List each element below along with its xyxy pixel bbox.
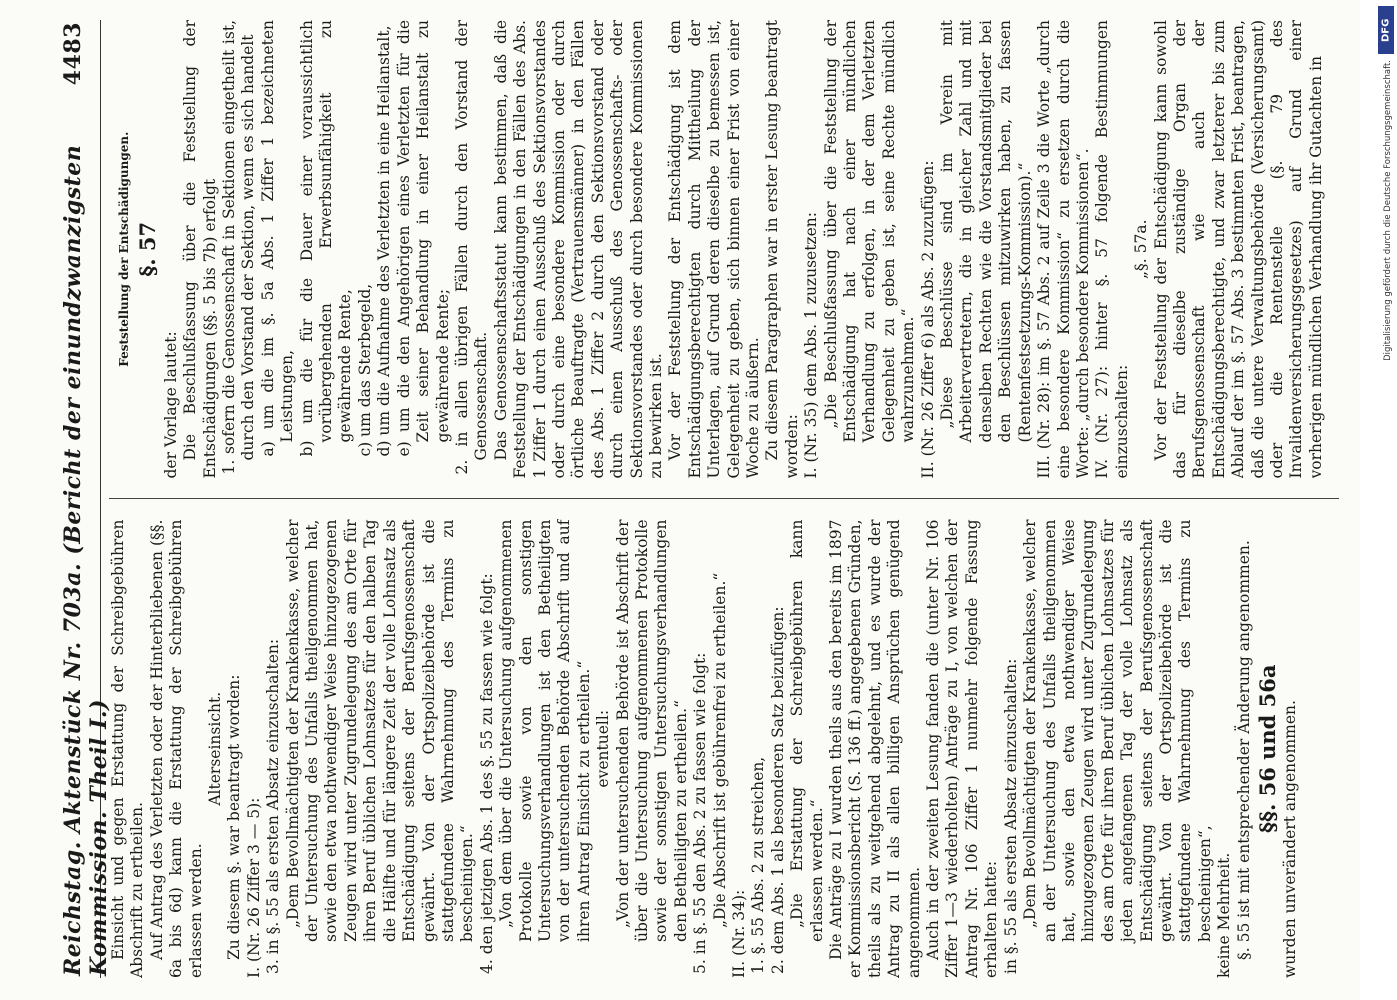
quote: „Von der untersuchenden Behörde ist Abschrift der über die Untersuchung aufgenommenen Protokolle sowie der sonstigen Untersuchungsverhandlungen den Betheiligten zu ertheilen.“ xyxy=(613,519,690,942)
list-item: b) um die für die Dauer einer voraussichtlich vorübergehenden Erwerbsunfähigkeit zu gewährende Rente, xyxy=(297,20,355,457)
quote: „Dem Bevollmächtigten der Krankenkasse, welcher an der Untersuchung des Unfalls theilgenommen hat, sowie den etwa nothwendiger Weise hinzugezogenen Zeugen wird unter Zugrundelegung des am Orte für ihren Beruf üblichen Lohnsatzes für jeden angefangenen Tag der volle Lohnsatz als Entschädigung seitens der Berufsgenossenschaft gewährt. Von der Ortspolizeibehörde ist die stattgefundene Wahrnehmung des Termins zu bescheinigen“, xyxy=(1021,519,1214,942)
page-header xyxy=(60,20,112,978)
quote: „Die Beschlußfassung über die Feststellung der Entschädigung hat nach einer mündlichen Verhandlung zu erfolgen, in der dem Verletzten Gelegenheit zu geben ist, seine Rechte mündlich wahrzunehmen.“ xyxy=(821,20,918,443)
list-item: 1. sofern die Genossenschaft in Sektionen eingetheilt ist, durch den Vorstand der Sektion, wenn es sich handelt xyxy=(220,20,258,475)
paragraph: Zu diesem Paragraphen war in erster Lesung beantragt worden: xyxy=(763,20,801,479)
quote: „Von dem über die Untersuchung aufgenommenen Protokolle sowie von den sonstigen Untersuchungsverhandlungen ist den Betheiligten von der untersuchenden Behörde Abschrift und auf ihren Antrag Einsicht zu ertheilen.“ xyxy=(497,519,593,942)
section-note: Alterseinsicht. xyxy=(206,691,225,806)
list-item: in §. 55 als ersten Absatz einzuschalten: xyxy=(1001,658,1020,974)
quote: „Diese Beschlüsse sind im Verein mit Arbeitervertretern, die in gleicher Zahl und mit denselben Rechten wie die Vorstandsmitglieder bei den Beschlüssen mitzuwirken haben, zu fassen (Rentenfestsetzungs-Kommission).“ xyxy=(938,20,1034,443)
paragraph: Die Anträge zu I wurden theils aus den bereits im 1897 er Kommissionsbericht (S. 136 ff.) angegebenen Gründen, theils als zu weitgehend abgelehnt, und es wurde der Antrag zu II als allen billigen Ansprüchen genügend angenommen. xyxy=(827,519,923,978)
digitization-note: Digitalisierung gefördert durch die Deutsche Forschungsgemeinschaft. xyxy=(1383,60,1393,361)
list-item: 5. in §. 55 den Abs. 2 zu fassen wie folgt: xyxy=(691,652,710,974)
section-heading: „§. 57a. xyxy=(1132,219,1151,280)
right-column xyxy=(109,20,1339,479)
list-item: 1. §. 55 Abs. 2 zu streichen, xyxy=(749,756,768,974)
paragraph: Auf Antrag des Verletzten oder der Hinterbliebenen (§§. 6a bis 6d) kann die Erstattung der Schreibgebühren erlassen werden. xyxy=(147,519,205,978)
paragraph: eventuell: xyxy=(594,709,613,788)
left-column xyxy=(109,520,1339,979)
paragraph: §. 55 ist mit entsprechender Änderung angenommen. xyxy=(1234,540,1253,960)
section-heading: §. 57 xyxy=(135,221,161,277)
paragraph: der Vorlage lautet: xyxy=(161,331,180,479)
list-item: e) um die den Angehörigen eines Verletzten für die Zeit seiner Behandlung in einer Heilanstalt zu gewährende Rente; xyxy=(394,20,452,457)
dfg-logo: DFG xyxy=(1378,6,1394,54)
list-item: II. (Nr. 34): xyxy=(730,889,748,978)
list-item: 2. in allen übrigen Fällen durch den Vorstand der Genossenschaft. xyxy=(452,20,491,475)
list-item: 3. in §. 55 als ersten Absatz einzuschalten: xyxy=(264,638,283,974)
paragraph: Auch in der zweiten Lesung fanden die (unter Nr. 106 Ziffer 1—3 wiederholten) Anträge zu I, von welchen der Antrag Nr. 106 Ziffer 1 nunmehr folgende Fassung erhalten hatte: xyxy=(924,519,1001,978)
list-item: I. (Nr. 26 Ziffer 3 — 5): xyxy=(244,797,263,978)
list-item: IV. (Nr. 27): hinter §. 57 folgende Bestimmungen einzuschalten: xyxy=(1093,20,1131,479)
section-heading: Feststellung der Entschädigungen. xyxy=(117,131,131,367)
quote: „Die Abschrift ist gebührenfrei zu ertheilen.“ xyxy=(710,572,729,928)
paragraph: Vor der Feststellung der Entschädigung ist dem Entschädigungsberechtigten durch Mittheilung der Unterlagen, auf Grund deren dieselbe zu bemessen ist, Gelegenheit zu geben, sich binnen einer Frist von einer Woche zu äußern. xyxy=(666,20,762,479)
list-item: d) um die Aufnahme des Verletzten in eine Heilanstalt, xyxy=(375,25,394,457)
text-columns xyxy=(109,20,1339,978)
list-item: I. (Nr. 35) dem Abs. 1 zuzusetzen: xyxy=(802,212,821,479)
paragraph: Einsicht und gegen Erstattung der Schreibgebühren Abschrift zu ertheilen. xyxy=(109,519,147,978)
quote: „Dem Bevollmächtigten der Krankenkasse, welcher der Untersuchung des Unfalls theilgenommen hat, sowie den etwa nothwendiger Weise hinzugezogenen Zeugen wird unter Zugrundelegung des am Orte für ihren Beruf üblichen Lohnsatzes für den halben Tag die Hälfte und für längere Zeit der volle Lohnsatz als Entschädigung seitens der Berufsgenossenschaft gewährt. Von der Ortspolizeibehörde ist die stattgefundene Wahrnehmung des Termins zu bescheinigen.“ xyxy=(283,519,477,942)
quote: „Die Erstattung der Schreibgebühren kann erlassen werden.“ xyxy=(788,519,826,942)
running-title: Reichstag. Aktenstück Nr. 703a. (Bericht der einundzwanzigsten Kommission. Theil I.) xyxy=(60,144,112,976)
list-item: 2. dem Abs. 1 als besonderen Satz beizufügen: xyxy=(768,606,787,974)
paragraph: Das Genossenschaftsstatut kann bestimmen, daß die Feststellung der Entschädigungen in den Fällen des Abs. 1 Ziffer 1 durch einen Ausschuß des Sektionsvorstandes oder durch eine besondere Kommission oder durch örtliche Beauftragte (Vertrauensmänner) in den Fällen des Abs. 1 Ziffer 2 durch den Sektionsvorstand oder durch einen Ausschuß des Genossenschafts- oder Sektionsvorstandes oder durch besondere Kommissionen zu bewirken ist. xyxy=(491,20,665,479)
paragraph: wurden unverändert angenommen. xyxy=(1281,700,1300,978)
paragraph: keine Mehrheit. xyxy=(1215,852,1234,978)
paragraph: Zu diesem §. war beantragt worden: xyxy=(225,674,244,960)
list-item: II. (Nr. 26 Ziffer 6) als Abs. 2 zuzufügen: xyxy=(918,160,937,479)
list-item: III. (Nr. 28): im §. 57 Abs. 2 auf Zeile 3 die Worte „durch eine besondere Kommission“ zu ersetzen durch die Worte: „durch besondere Kommissionen“. xyxy=(1035,20,1092,479)
column-divider xyxy=(109,499,1339,500)
list-item: a) um die im §. 5a Abs. 1 Ziffer 1 bezeichneten Leistungen, xyxy=(258,20,297,457)
list-item: 4. den jetzigen Abs. 1 des §. 55 zu fassen wie folgt: xyxy=(477,573,496,974)
section-heading: §§. 56 und 56a xyxy=(1254,664,1280,833)
list-item: c) um das Sterbegeld, xyxy=(355,283,374,457)
paragraph: Die Beschlußfassung über die Feststellung der Entschädigungen (§§. 5 bis 7b) erfolgt xyxy=(181,20,219,479)
page-number: 4483 xyxy=(60,22,86,86)
paragraph: Vor der Feststellung der Entschädigung kann sowohl das für dieselbe zuständige Organ der Berufsgenossenschaft wie auch der Entschädigungsberechtigte, und zwar letzterer bis zum Ablauf der im §. 57 Abs. 3 bestimmten Frist, beantragen, daß die untere Verwaltungsbehörde (Versicherungsamt) oder die Rentenstelle (§. 79 des Invalidenversicherungsgesetzes) auf Grund einer vorherigen mündlichen Verhandlung ihr Gutachten in xyxy=(1151,20,1325,479)
